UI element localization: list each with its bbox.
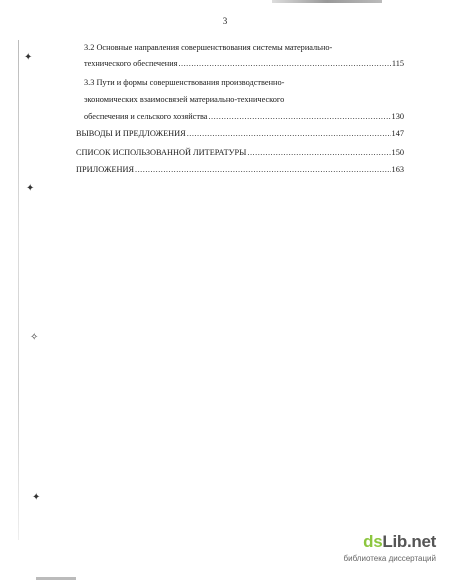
toc-line [84,77,404,89]
toc-text: обеспечения и сельского хозяйства [84,112,208,121]
page-number: 3 [222,16,228,26]
scan-mark: ✧ [30,332,39,343]
logo-part-lib: Lib.net [382,532,436,551]
scan-mark: ✦ [24,52,33,63]
toc-text: СПИСОК ИСПОЛЬЗОВАННОЙ ЛИТЕРАТУРЫ [76,148,247,157]
toc-page-number: 163 [391,165,404,174]
toc-page-number: 147 [391,129,404,138]
toc-text: экономических взаимосвязей материально-технического [84,95,285,104]
toc-text: 3.3 Пути и формы совершенствования производственно- [84,78,285,87]
dslib-watermark [330,532,442,572]
logo-part-ds: ds [363,532,383,551]
toc-page-number: 150 [391,148,404,157]
toc-text: ВЫВОДЫ И ПРЕДЛОЖЕНИЯ [76,129,186,138]
toc-page-number: 130 [391,112,404,121]
scan-mark: ✦ [32,492,41,503]
toc-text: 3.2 Основные направления совершенствования системы материально- [84,43,333,52]
scan-mark: ✦ [26,183,35,194]
toc-text: технического обеспечения [84,59,178,68]
watermark-subtitle: библиотека диссертаций [343,554,436,563]
toc-leader [208,111,390,123]
toc-leader [187,128,391,140]
toc-line [84,111,404,123]
toc-line [84,58,404,70]
toc-line [76,128,404,140]
toc-leader [135,164,391,176]
toc-line [84,42,404,54]
toc-line [76,164,404,176]
toc-leader [178,58,390,70]
toc-leader [247,147,390,159]
toc-text: ПРИЛОЖЕНИЯ [76,165,135,174]
toc-line [76,147,404,159]
toc-line [84,94,404,106]
dslib-logo [363,532,436,552]
toc-page-number: 115 [391,59,404,68]
